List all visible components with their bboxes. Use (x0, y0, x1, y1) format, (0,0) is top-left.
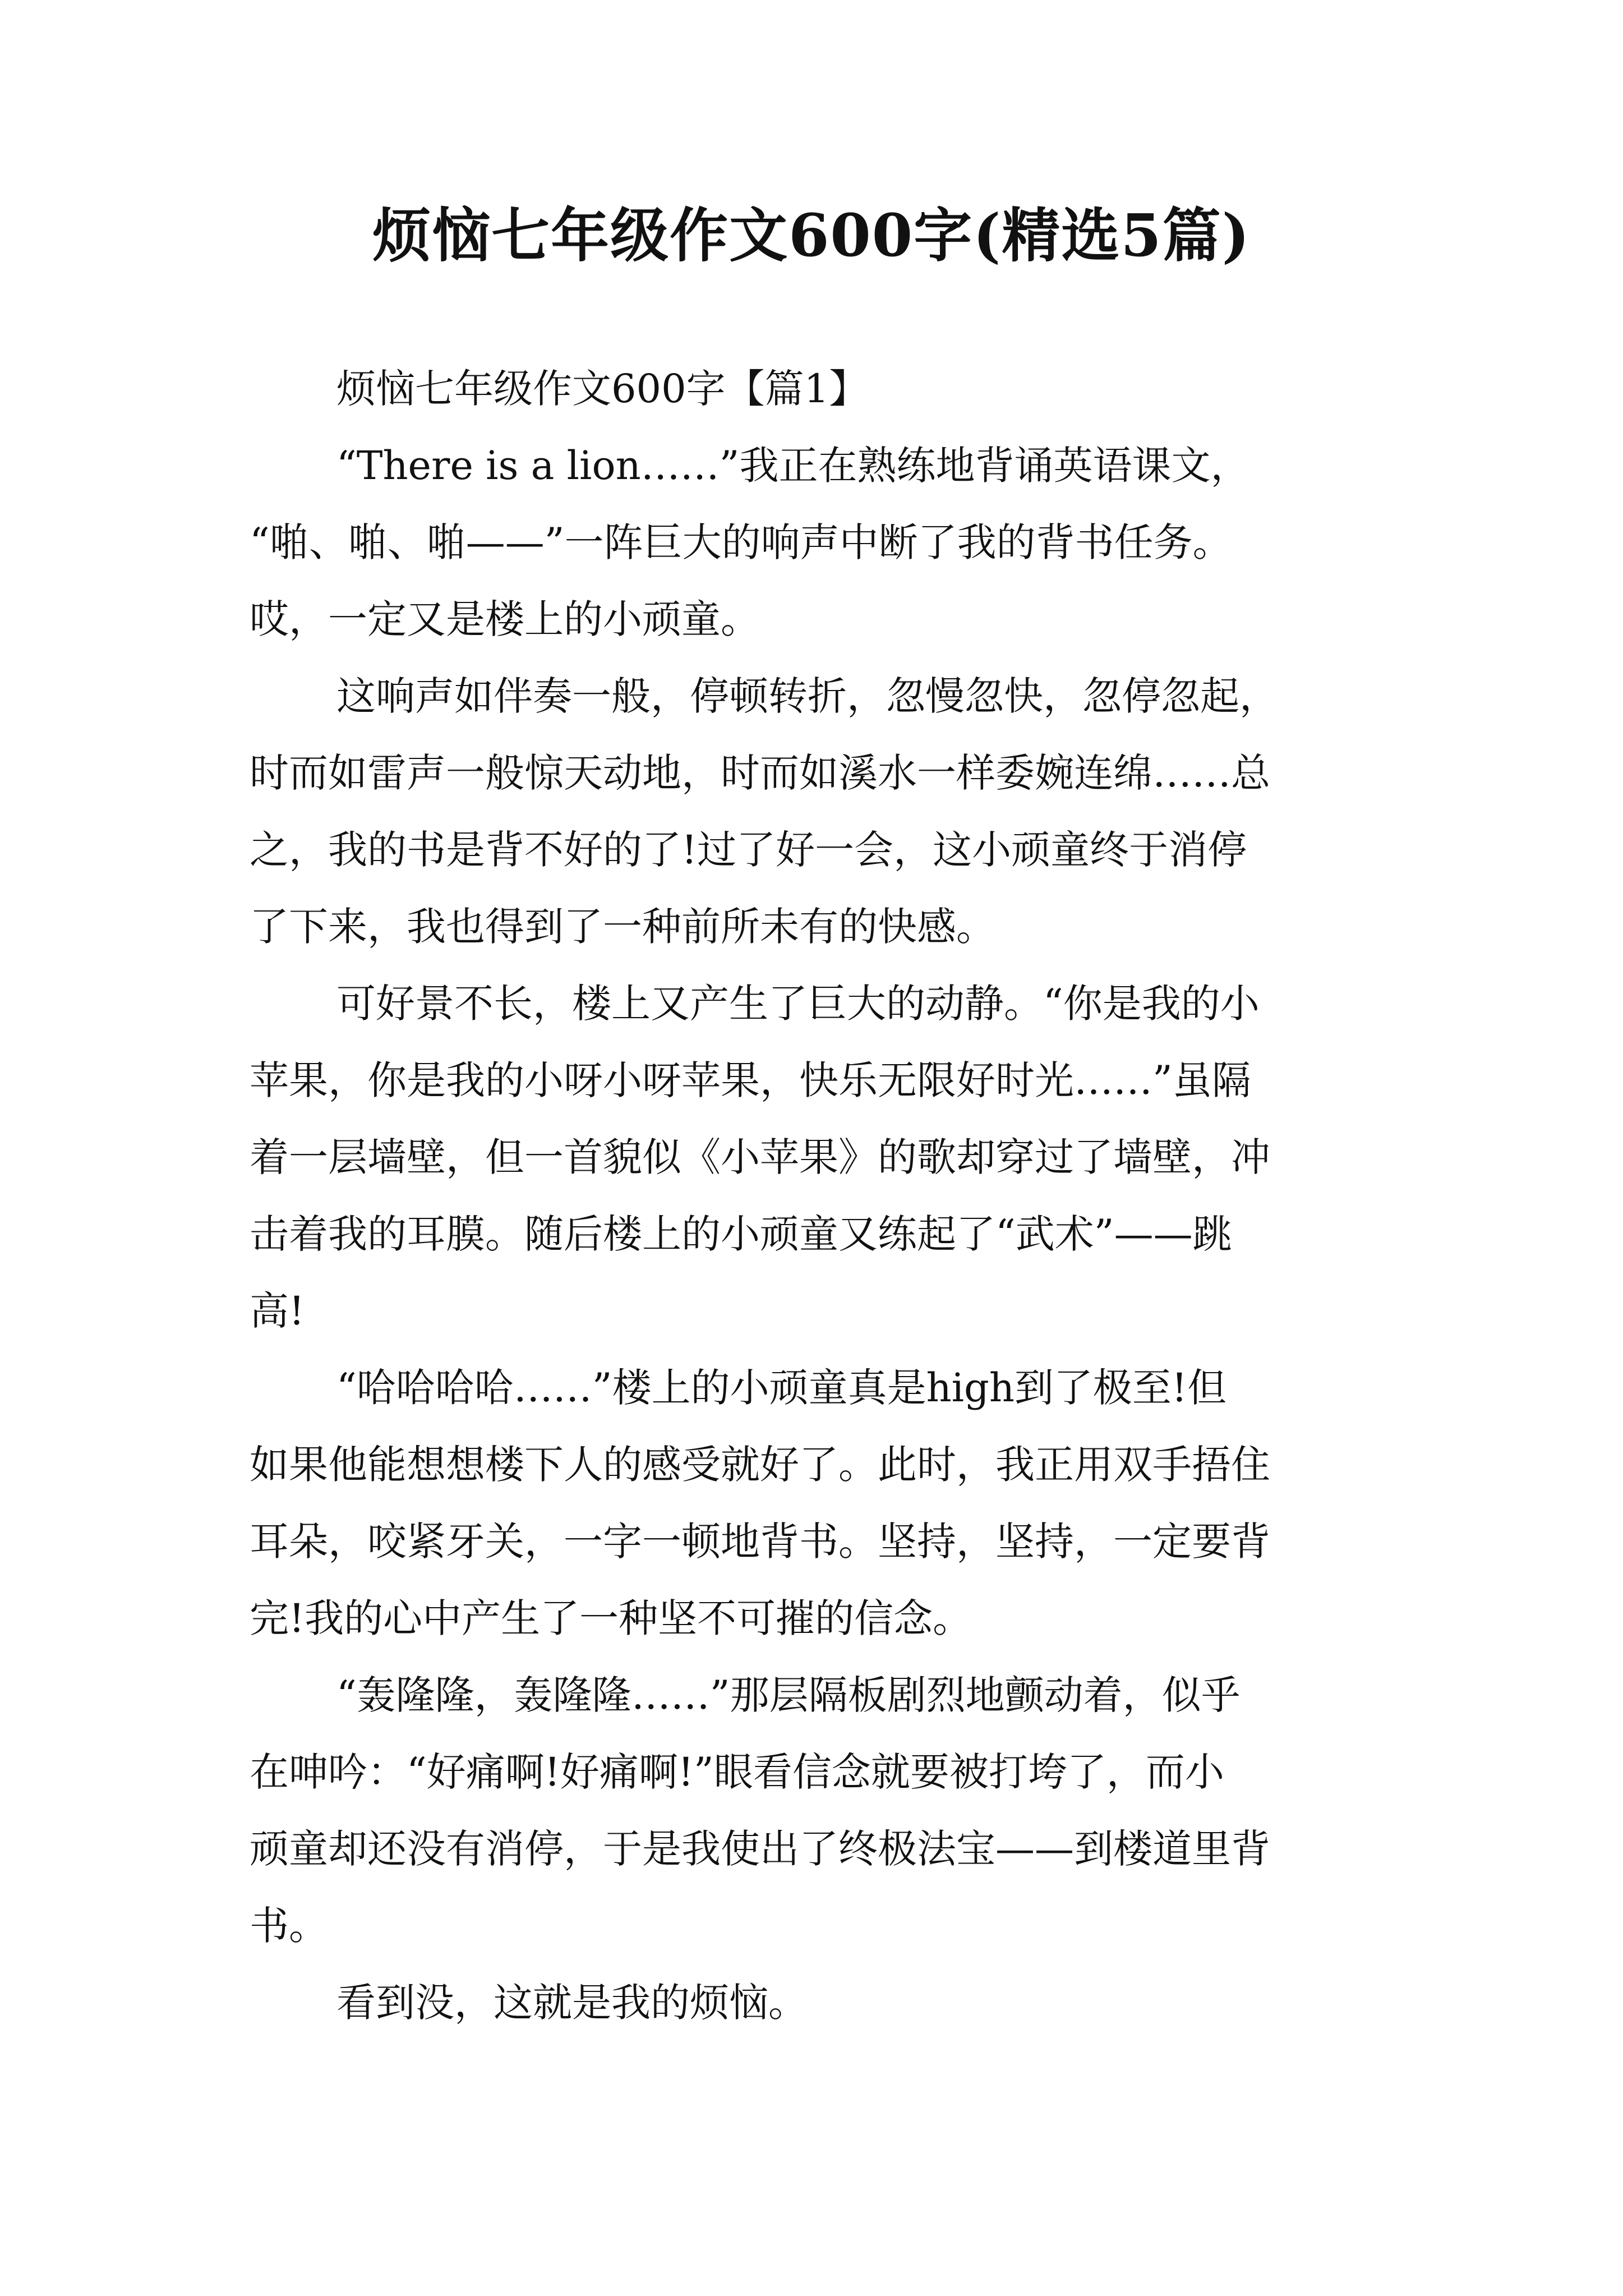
paragraph-line: 完!我的心中产生了一种坚不可摧的信念。 (250, 1595, 972, 1641)
section-heading: 烦恼七年级作文600字【篇1】 (336, 366, 869, 412)
paragraph-line: 苹果，你是我的小呀小呀苹果，快乐无限好时光……”虽隔 (250, 1057, 1251, 1103)
essay-body (250, 351, 1410, 2041)
paragraph-line: 哎，一定又是楼上的小顽童。 (250, 596, 760, 642)
paragraph-line: 了下来，我也得到了一种前所未有的快感。 (250, 904, 995, 950)
paragraph-line: “There is a lion……”我正在熟练地背诵英语课文， (336, 443, 1250, 489)
paragraph-line: 这响声如伴奏一般，停顿转折，忽慢忽快，忽停忽起， (336, 673, 1279, 719)
paragraph-line: 看到没，这就是我的烦恼。 (336, 1980, 808, 2026)
paragraph-line: 书。 (250, 1903, 328, 1949)
paragraph-line: 可好景不长，楼上又产生了巨大的动静。“你是我的小 (336, 981, 1260, 1027)
paragraph-line: 时而如雷声一般惊天动地，时而如溪水一样委婉连绵……总 (250, 750, 1270, 796)
paragraph-line: “轰隆隆，轰隆隆……”那层隔板剧烈地颤动着，似乎 (336, 1672, 1241, 1718)
paragraph-line: “啪、啪、啪——”一阵巨大的响声中断了我的背书任务。 (250, 519, 1232, 565)
paragraph-line: “哈哈哈哈……”楼上的小顽童真是high到了极至!但 (336, 1365, 1227, 1411)
paragraph-line: 如果他能想想楼下人的感受就好了。此时，我正用双手捂住 (250, 1442, 1270, 1488)
paragraph-line: 着一层墙壁，但一首貌似《小苹果》的歌却穿过了墙壁，冲 (250, 1134, 1270, 1180)
paragraph-line: 在呻吟：“好痛啊!好痛啊!”眼看信念就要被打垮了，而小 (250, 1749, 1224, 1795)
paragraph-line: 击着我的耳膜。随后楼上的小顽童又练起了“武术”——跳 (250, 1211, 1232, 1257)
paragraph-line: 耳朵，咬紧牙关，一字一顿地背书。坚持，坚持，一定要背 (250, 1519, 1270, 1565)
paragraph-line: 高! (250, 1288, 305, 1334)
paragraph-line: 之，我的书是背不好的了!过了好一会，这小顽童终于消停 (250, 827, 1247, 873)
document-title: 烦恼七年级作文600字(精选5篇) (372, 201, 1251, 270)
paragraph-line: 顽童却还没有消停，于是我使出了终极法宝——到楼道里背 (250, 1826, 1270, 1872)
